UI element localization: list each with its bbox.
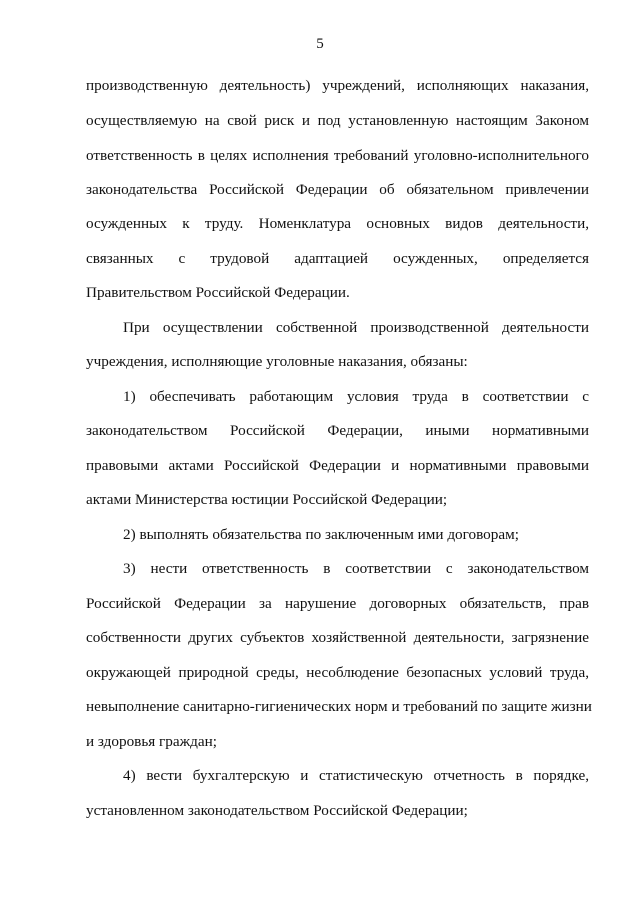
text-line: законодательства Российской Федерации об обязательном привлечении: [86, 181, 589, 198]
text-line: 4) вести бухгалтерскую и статистическую отчетность в порядке,: [123, 767, 589, 784]
text-line: законодательством Российской Федерации, иными нормативными: [86, 422, 589, 439]
text-line: Российской Федерации за нарушение договорных обязательств, прав: [86, 595, 589, 612]
text-line: осужденных к труду. Номенклатура основных видов деятельности,: [86, 215, 589, 232]
text-line: При осуществлении собственной производственной деятельности: [123, 319, 589, 336]
text-line: невыполнение санитарно-гигиенических норм и требований по защите жизни: [86, 698, 592, 715]
text-line: 2) выполнять обязательства по заключенным ими договорам;: [123, 526, 519, 543]
text-line: осуществляемую на свой риск и под установленную настоящим Законом: [86, 112, 589, 129]
text-line: 3) нести ответственность в соответствии с законодательством: [123, 560, 589, 577]
text-line: Правительством Российской Федерации.: [86, 284, 350, 301]
text-line: установленном законодательством Российской Федерации;: [86, 802, 468, 819]
text-line: производственную деятельность) учреждений, исполняющих наказания,: [86, 77, 589, 94]
text-line: правовыми актами Российской Федерации и нормативными правовыми: [86, 457, 589, 474]
page-number: 5: [316, 36, 324, 52]
text-line: актами Министерства юстиции Российской Федерации;: [86, 491, 448, 508]
text-line: и здоровья граждан;: [86, 733, 217, 750]
text-line: учреждения, исполняющие уголовные наказания, обязаны:: [86, 353, 468, 370]
text-line: связанных с трудовой адаптацией осужденных, определяется: [86, 250, 589, 267]
text-line: ответственность в целях исполнения требований уголовно-исполнительного: [86, 147, 589, 164]
text-line: окружающей природной среды, несоблюдение безопасных условий труда,: [86, 664, 589, 681]
text-line: собственности других субъектов хозяйственной деятельности, загрязнение: [86, 629, 589, 646]
text-line: 1) обеспечивать работающим условия труда в соответствии с: [123, 388, 589, 405]
